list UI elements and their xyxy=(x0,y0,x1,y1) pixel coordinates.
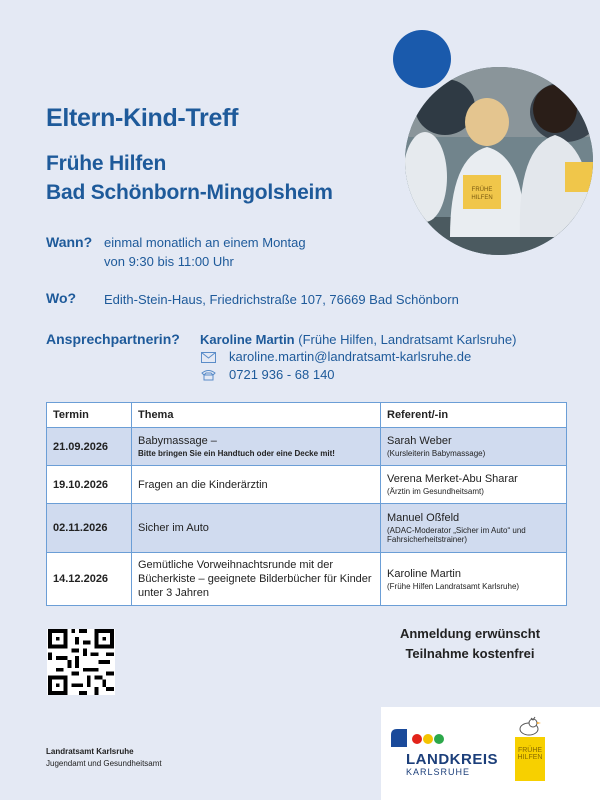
contact-line xyxy=(200,332,516,347)
page-title: Eltern-Kind-Treff xyxy=(46,104,239,132)
qr-code[interactable] xyxy=(47,629,115,695)
when-line2: von 9:30 bis 11:00 Uhr xyxy=(104,254,234,269)
children-photo xyxy=(405,67,593,255)
landkreis-logo-line2: KARLSRUHE xyxy=(406,767,471,777)
table-row xyxy=(47,466,567,504)
speaker-name: Verena Merket-Abu Sharar xyxy=(387,473,518,485)
row-speaker xyxy=(381,466,567,504)
row-topic xyxy=(132,428,381,466)
row-speaker xyxy=(381,504,567,553)
topic-text: Babymassage – xyxy=(138,435,217,447)
table-row xyxy=(47,553,567,606)
bird-icon xyxy=(516,715,544,737)
table-header-row xyxy=(47,403,567,428)
where-label: Wo? xyxy=(46,290,77,306)
table-row xyxy=(47,504,567,553)
free-participation-note: Teilnahme kostenfrei xyxy=(405,646,535,661)
landkreis-logo xyxy=(389,727,498,777)
row-speaker xyxy=(381,553,567,606)
row-topic xyxy=(132,553,381,606)
landkreis-logo-line1: LANDKREIS xyxy=(406,751,499,768)
speaker-name: Manuel Oßfeld xyxy=(387,512,460,524)
subtitle-location: Bad Schönborn-Mingolsheim xyxy=(46,181,333,204)
footer-departments: Jugendamt und Gesundheitsamt xyxy=(46,759,162,768)
speaker-note: (ADAC-Moderator „Sicher im Auto“ und Fahrsicherheitstrainer) xyxy=(387,526,526,544)
topic-text: Fragen an die Kinderärztin xyxy=(138,478,268,491)
subtitle-program: Frühe Hilfen xyxy=(46,152,167,175)
row-date: 21.09.2026 xyxy=(47,428,132,466)
fruehe-hilfen-logo-line1: FRÜHE xyxy=(517,747,543,754)
speaker-note: (Ärztin im Gesundheitsamt) xyxy=(387,487,484,496)
speaker-name: Karoline Martin xyxy=(387,567,461,580)
schedule-table xyxy=(46,402,567,606)
speaker-note: (Frühe Hilfen Landratsamt Karlsruhe) xyxy=(387,581,520,591)
row-speaker xyxy=(381,428,567,466)
footer-authority: Landratsamt Karlsruhe xyxy=(46,747,134,756)
envelope-icon xyxy=(201,350,216,368)
registration-note: Anmeldung erwünscht xyxy=(399,626,541,641)
row-date: 02.11.2026 xyxy=(47,504,132,553)
contact-email[interactable]: karoline.martin@landratsamt-karlsruhe.de xyxy=(229,349,472,364)
speaker-name: Sarah Weber xyxy=(387,435,452,447)
shirt-print-line2: HILFEN xyxy=(471,195,493,201)
when-label: Wann? xyxy=(46,234,93,250)
when-line1: einmal monatlich an einem Montag xyxy=(104,235,306,250)
contact-phone[interactable]: 0721 936 - 68 140 xyxy=(229,367,335,382)
row-date: 14.12.2026 xyxy=(47,553,132,606)
contact-org: (Frühe Hilfen, Landratsamt Karlsruhe) xyxy=(298,332,517,347)
topic-text: Gemütliche Vorweihnachtsrunde mit der Bücherkiste – geeignete Bilderbücher für Kinder unter 3 Jahren xyxy=(138,559,372,599)
header-topic: Thema xyxy=(132,403,381,428)
header-date: Termin xyxy=(47,403,132,428)
table-row xyxy=(47,428,567,466)
row-topic xyxy=(132,466,381,504)
row-topic xyxy=(132,504,381,553)
topic-note: Bitte bringen Sie ein Handtuch oder eine Decke mit! xyxy=(138,449,335,458)
shirt-print-line1: FRÜHE xyxy=(471,187,493,193)
telephone-icon xyxy=(201,368,216,386)
contact-label: Ansprechpartnerin? xyxy=(46,331,180,347)
fruehe-hilfen-logo-line2: HILFEN xyxy=(517,754,543,761)
header-speaker: Referent/-in xyxy=(381,403,567,428)
logo-area xyxy=(381,707,600,800)
contact-name: Karoline Martin xyxy=(200,332,295,347)
fruehe-hilfen-logo xyxy=(515,715,545,781)
row-date: 19.10.2026 xyxy=(47,466,132,504)
where-address: Edith-Stein-Haus, Friedrichstraße 107, 76669 Bad Schönborn xyxy=(104,292,459,307)
topic-text: Sicher im Auto xyxy=(138,522,209,534)
decorative-blue-dot xyxy=(393,30,451,88)
speaker-note: (Kursleiterin Babymassage) xyxy=(387,449,486,458)
